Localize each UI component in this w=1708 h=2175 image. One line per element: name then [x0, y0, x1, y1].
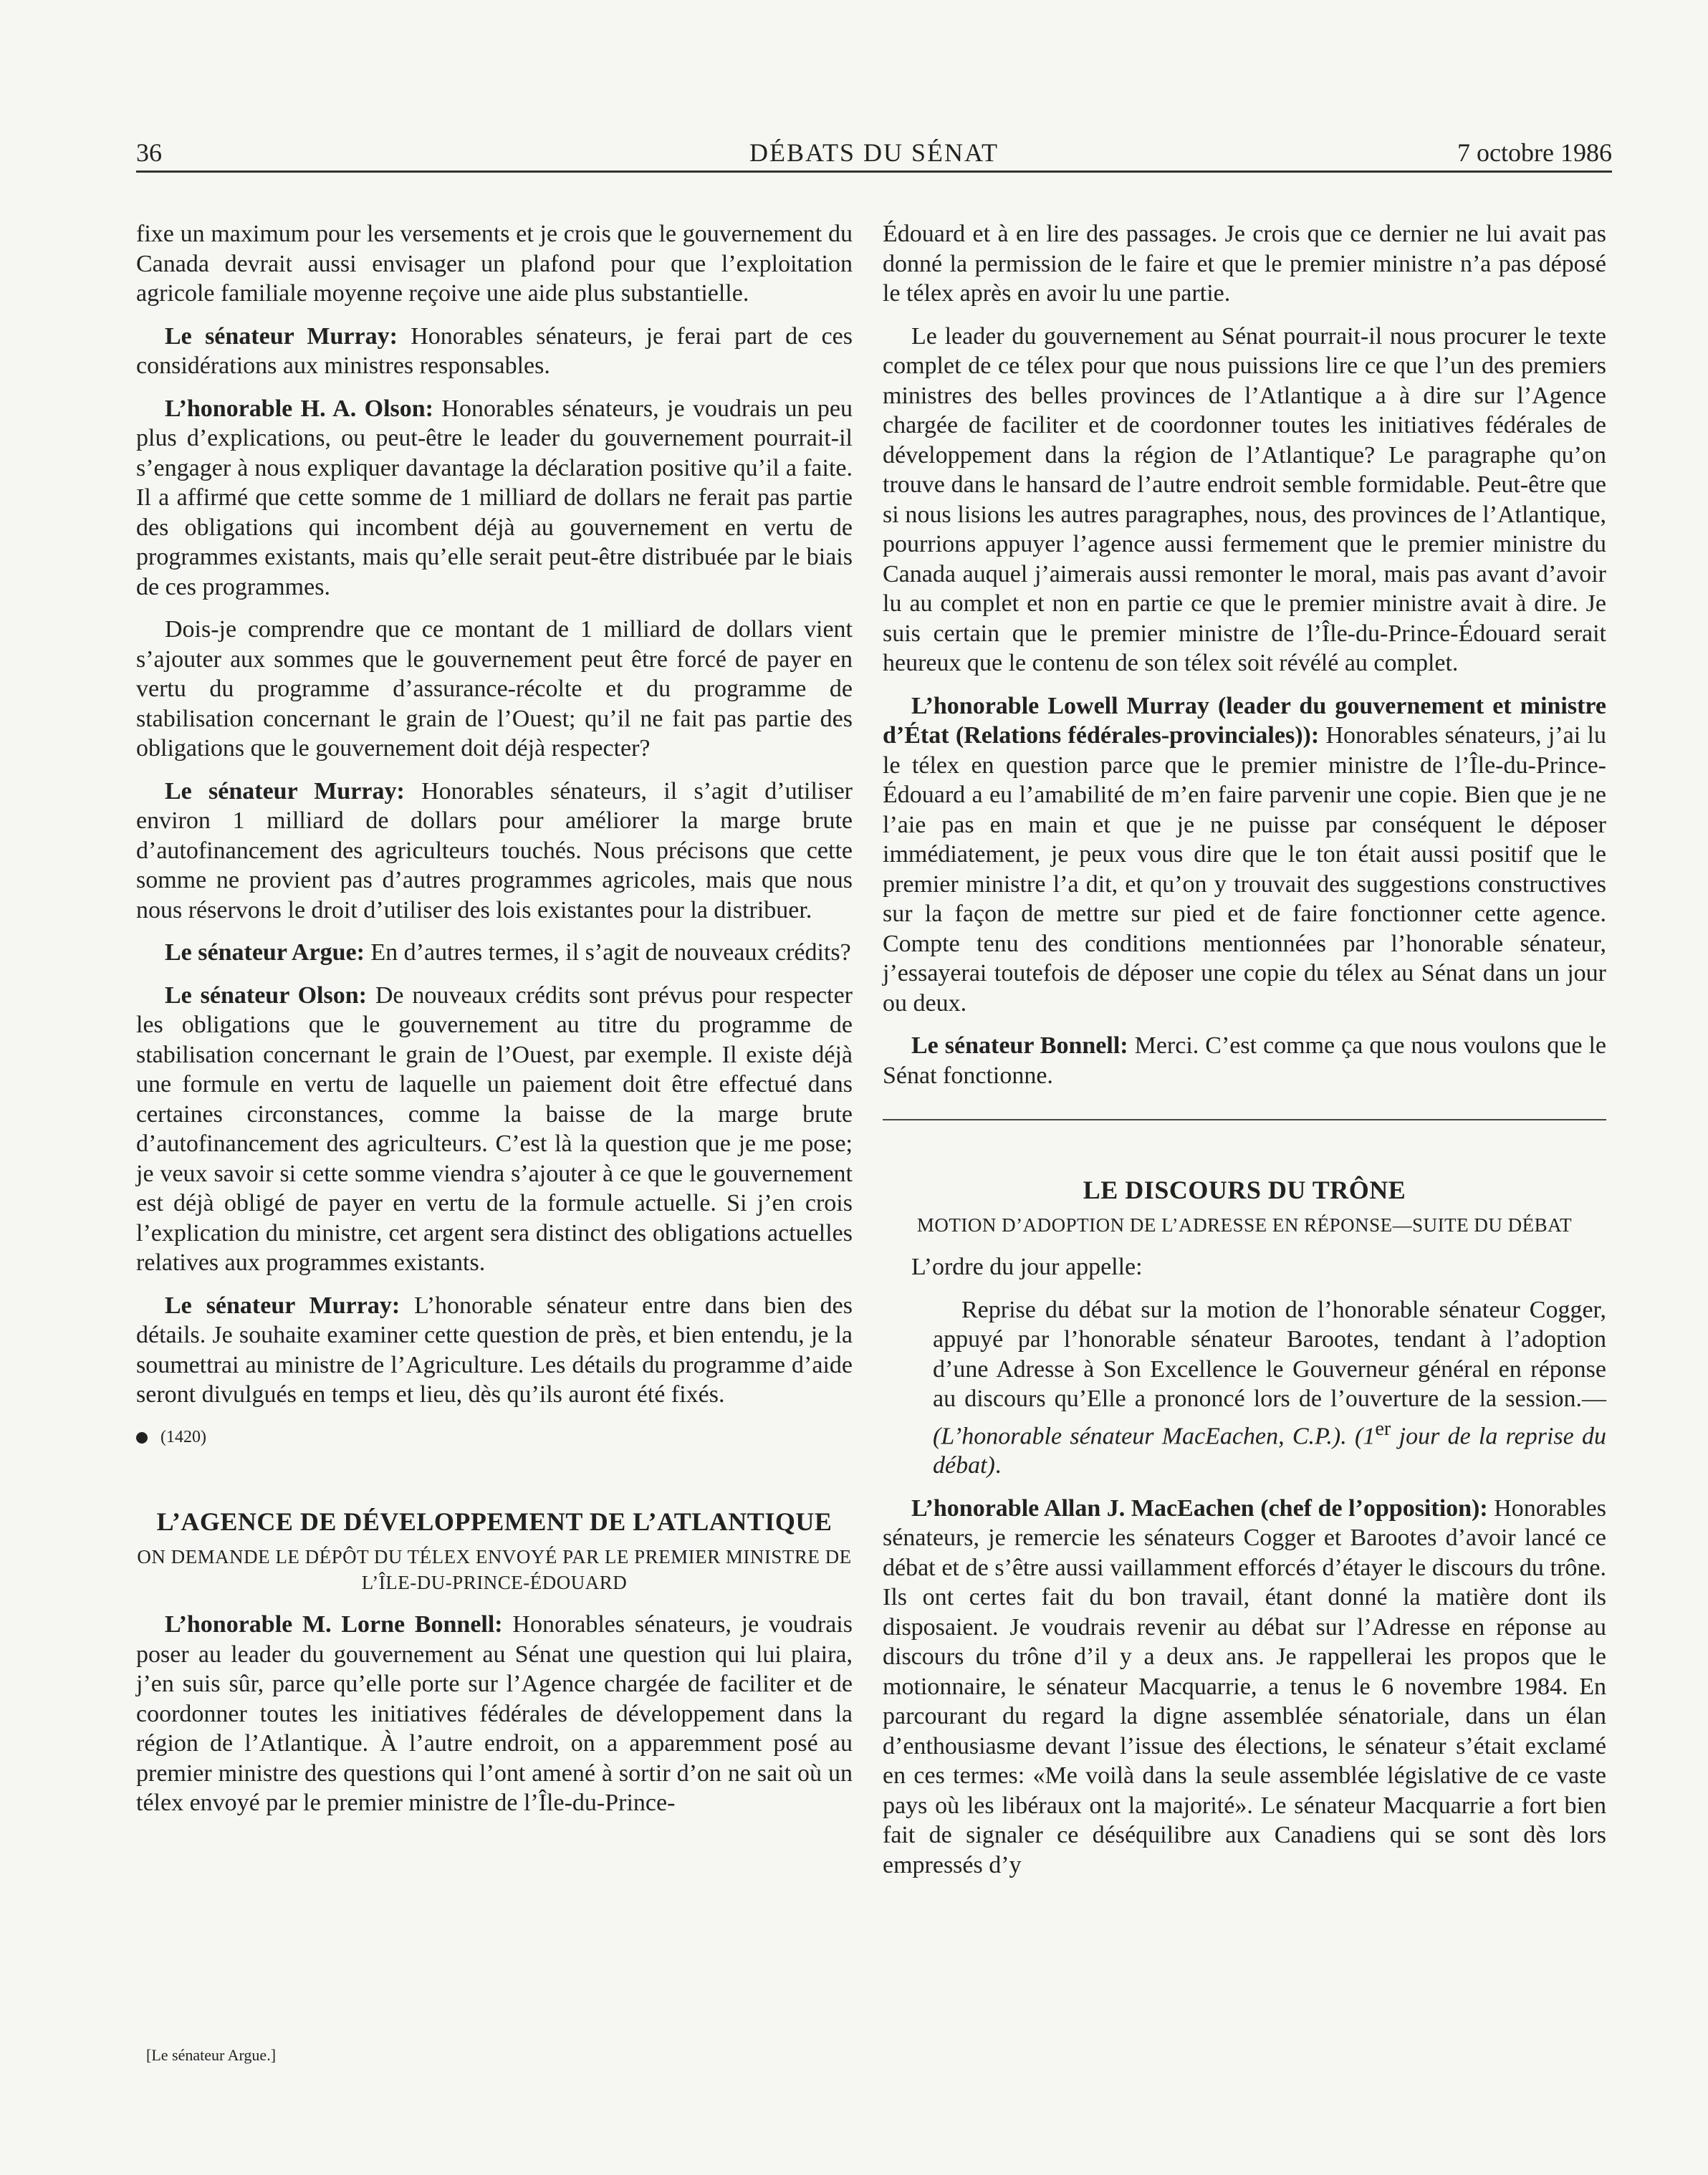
section-subheading: ON DEMANDE LE DÉPÔT DU TÉLEX ENVOYÉ PAR LE PREMIER MINISTRE DE L’ÎLE-DU-PRINCE-ÉDOUARD	[137, 1546, 852, 1593]
order-body: Reprise du débat sur la motion de l’honorable sénateur Cogger, appuyé par l’honorable sénateur Barootes, tendant à l’adoption d’une Adresse à Son Excellence le Gouverneur général en réponse au discours qu’Elle a prononcé lors de l’ouverture de la session.—	[933, 1296, 1606, 1412]
speaker-name: Le sénateur Murray:	[165, 1292, 400, 1319]
speech-text: De nouveaux crédits sont prévus pour respecter les obligations que le gouvernement au titre du programme de stabilisation concernant le grain de l’Ouest, par exemple. Il existe déjà une formule en vertu de laquelle un paiement doit être effectué dans certaines circonstances, comme la baisse de la marge brute d’autofinancement des agriculteurs. C’est là la question que je me pose; je veux savoir si cette somme viendra s’ajouter à ce que le gouvernement est déjà obligé de payer en vertu de la formule actuelle. Si j’en crois l’explication du ministre, cet argent sera distinct des obligations actuelles relatives aux programmes existants.	[136, 981, 853, 1276]
order-italic-continued: jour de la reprise du débat)	[933, 1422, 1606, 1479]
paragraph	[136, 394, 853, 602]
speaker-name: Le sénateur Murray:	[165, 322, 398, 350]
paragraph: Dois-je comprendre que ce montant de 1 milliard de dollars vient s’ajouter aux sommes que le gouvernement peut être forcé de payer en vertu du programme d’assurance-récolte et du programme de stabilisation concernant le grain de l’Ouest; qu’il ne fait pas partie des obligations que le gouvernement doit déjà respecter?	[136, 616, 853, 762]
paragraph	[136, 1610, 853, 1818]
paragraph	[136, 1291, 853, 1410]
speech-text: Honorables sénateurs, je remercie les sénateurs Cogger et Barootes d’avoir lancé ce débat et de s’être aussi vaillamment efforcés d’étayer le discours du trône. Ils ont certes fait du bon travail, étant donné la matière dont ils disposaient. Je voudrais revenir au débat sur l’Adresse en réponse au discours du trône d’il y a deux ans. Je rappellerai les propos que le motionnaire, le sénateur Macquarrie, a tenus le 6 novembre 1984. En parcourant du regard la digne assemblée sénatoriale, dans un élan d’enthousiasme devant l’issue des élections, le sénateur s’était exclamé en ces termes: «Me voilà dans la seule assemblée législative de ce vaste pays où les libéraux ont la majorité». Le sénateur Macquarrie a fort bien fait de signaler ce déséquilibre aux Canadiens qui se sont dès lors empressés d’y	[883, 1494, 1606, 1878]
page-header	[136, 135, 1612, 173]
paragraph	[883, 1494, 1606, 1881]
time-marker-text: (1420)	[160, 1427, 206, 1446]
footer-note: [Le sénateur Argue.]	[146, 2046, 277, 2064]
section-heading: L’AGENCE DE DÉVELOPPEMENT DE L’ATLANTIQUE	[156, 1507, 833, 1536]
paragraph: fixe un maximum pour les versements et je crois que le gouvernement du Canada devrait aussi envisager un plafond pour que l’exploitation agricole familiale moyenne reçoive une aide plus substantielle.	[136, 221, 853, 307]
speech-text: Merci. C’est comme ça que nous voulons que le Sénat fonctionne.	[883, 1032, 1606, 1089]
speaker-name: L’honorable H. A. Olson:	[165, 395, 433, 422]
time-marker	[136, 1423, 853, 1453]
order-superscript: er	[1375, 1417, 1391, 1440]
paragraph	[136, 981, 853, 1278]
speaker-name: L’honorable Allan J. MacEachen (chef de l’opposition):	[911, 1494, 1488, 1522]
section-heading: LE DISCOURS DU TRÔNE	[1083, 1176, 1406, 1204]
paragraph	[883, 1031, 1606, 1090]
right-column	[883, 219, 1606, 1893]
order-end: .	[994, 1452, 1002, 1479]
paragraph: Le leader du gouvernement au Sénat pourrait-il nous procurer le texte complet de ce télex pour que nous puissions lire ce que l’un des premiers ministres des belles provinces de l’Atlantique a à dire sur l’Agence chargée de faciliter et de coordonner toutes les initiatives fédérales de développement dans la région de l’Atlantique? Le paragraphe qu’on trouve dans le hansard de l’autre endroit semble formidable. Peut-être que si nous lisions les autres paragraphes, nous, des provinces de l’Atlantique, pourrions appuyer l’agence aussi fermement que le premier ministre du Canada auquel j’aimerais aussi remonter le moral, mais pas avant d’avoir lu au complet et non en partie ce que le premier ministre avait à dire. Je suis certain que le premier ministre de l’Île-du-Prince-Édouard serait heureux que le contenu de son télex soit révélé au complet.	[883, 322, 1606, 676]
page-number: 36	[136, 138, 162, 167]
order-italic: (L’honorable sénateur MacEachen, C.P.). (1	[933, 1422, 1376, 1449]
order-of-day: L’ordre du jour appelle:	[911, 1254, 1143, 1280]
speaker-name: Le sénateur Murray:	[165, 777, 405, 805]
speech-text: Honorables sénateurs, je voudrais poser au leader du gouvernement au Sénat une question qui lui plaira, j’en suis sûr, parce qu’elle porte sur l’Agence chargée de faciliter et de coordonner toutes les initiatives fédérales de développement dans la région de l’Atlantique. À l’autre endroit, on a apparemment posé au premier ministre des questions qui l’ont amené à sortir d’on ne sait où un télex envoyé par le premier ministre de l’Île-du-Prince-	[136, 1611, 853, 1816]
order-block	[883, 1295, 1606, 1481]
speaker-name: L’honorable M. Lorne Bonnell:	[165, 1611, 503, 1638]
speech-text: Honorables sénateurs, je ferai part de ces considérations aux ministres responsables.	[136, 322, 853, 379]
paragraph: Édouard et à en lire des passages. Je crois que ce dernier ne lui avait pas donné la permission de le faire et que le premier ministre n’a pas déposé le télex après en avoir lu une partie.	[883, 221, 1606, 307]
bullet-icon	[136, 1432, 148, 1444]
paragraph	[136, 322, 853, 381]
paragraph	[136, 938, 853, 968]
publication-title: DÉBATS DU SÉNAT	[749, 138, 999, 167]
speaker-name: Le sénateur Bonnell:	[911, 1032, 1128, 1059]
left-column	[136, 219, 853, 1831]
speech-text: Honorables sénateurs, il s’agit d’utiliser environ 1 milliard de dollars pour améliorer la marge brute d’autofinancement des agriculteurs touchés. Nous précisons que cette somme ne provient pas d’autres programmes agricoles, mais que nous nous réservons le droit d’utiliser des lois existantes pour la distribuer.	[136, 777, 853, 923]
speech-text: Honorables sénateurs, j’ai lu le télex en question parce que le premier ministre de l’Île-du-Prince-Édouard a eu l’amabilité de m’en faire parvenir une copie. Bien que je ne l’aie pas en main et que je ne puisse par conséquent le déposer immédiatement, je peux vous dire que le ton était aussi positif que le premier ministre l’a dit, et qu’on y trouvait des suggestions constructives sur la façon de mettre sur pied et de faire fonctionner cette agence. Compte tenu des conditions mentionnées par l’honorable sénateur, j’essayerai toutefois de déposer une copie du télex au Sénat dans un jour ou deux.	[883, 722, 1606, 1017]
paragraph	[883, 691, 1606, 1019]
section-divider	[883, 1119, 1606, 1120]
speaker-name: Le sénateur Argue:	[165, 939, 365, 966]
paragraph	[136, 777, 853, 926]
section-subheading: MOTION D’ADOPTION DE L’ADRESSE EN RÉPONSE—SUITE DU DÉBAT	[916, 1214, 1573, 1236]
speaker-name: Le sénateur Olson:	[165, 981, 367, 1009]
order-text	[933, 1295, 1606, 1481]
speaker-name: L’honorable Lowell Murray (leader du gouvernement et ministre d’État (Relations fédérales-provinciales)):	[883, 692, 1606, 749]
speech-text: Honorables sénateurs, je voudrais un peu plus d’explications, ou peut-être le leader du gouvernement pourrait-il s’engager à nous expliquer davantage la déclaration positive qu’il a faite. Il a affirmé que cette somme de 1 milliard de dollars ne ferait pas partie des obligations qui incombent déjà au gouvernement en vertu de programmes existants, mais qu’elle serait peut-être distribuée par le biais de ces programmes.	[136, 395, 853, 600]
speech-text: L’honorable sénateur entre dans bien des détails. Je souhaite examiner cette question de près, et bien entendu, je la soumettrai au ministre de l’Agriculture. Les détails du programme d’aide seront divulgués en temps et lieu, dès qu’ils auront été fixés.	[136, 1292, 853, 1408]
page-date: 7 octobre 1986	[1457, 138, 1612, 167]
speech-text: En d’autres termes, il s’agit de nouveaux crédits?	[364, 939, 851, 966]
